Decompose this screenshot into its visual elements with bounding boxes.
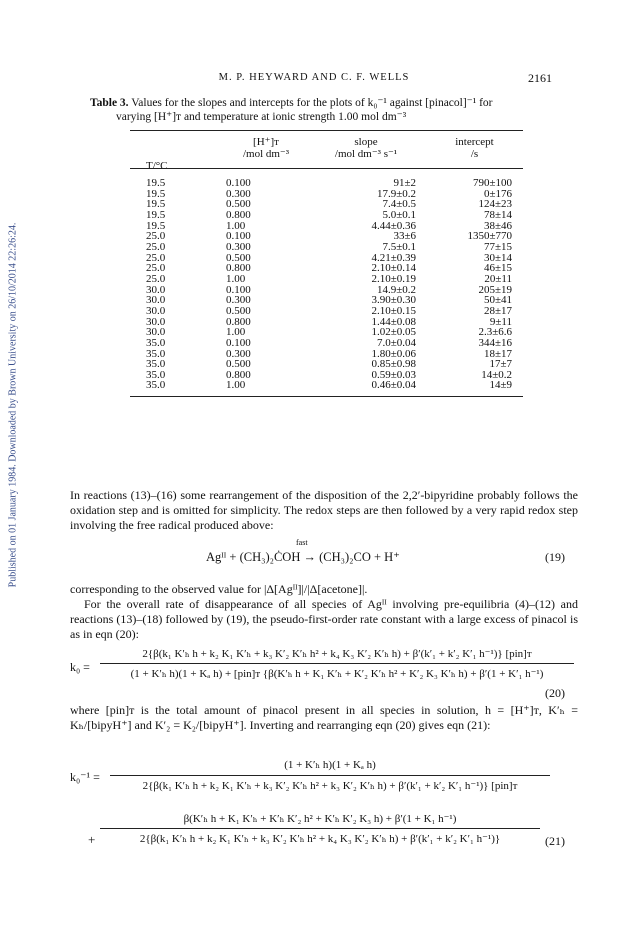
table-cell: 19.5: [146, 219, 166, 232]
eq20-lhs: k₀ =: [70, 660, 90, 674]
eq21-numerator-2: β(K′ₕ h + K₁ K′ₕ + K′ₕ K′₂ h² + K′ₕ K′₂ K₃ h) + β′(1 + K₁ h⁻¹): [183, 813, 457, 825]
table-cell: 1.00: [226, 219, 246, 232]
table-row: [130, 306, 523, 317]
table-row: [130, 338, 523, 349]
table-cell: 0.800: [226, 368, 251, 381]
table-cell: 1.02±0.05: [371, 326, 416, 339]
table-cell: 18±17: [483, 347, 512, 360]
table-bottom-rule: [130, 396, 523, 397]
table-cell: 124±23: [478, 198, 512, 211]
table-cell: 0.300: [226, 294, 251, 307]
table-cell: 25.0: [146, 272, 166, 285]
table-cell: 7.4±0.5: [382, 198, 416, 211]
table-cell: 50±41: [483, 294, 512, 307]
table-cell: 0.500: [226, 198, 251, 211]
header-col-3: slope /mol dm⁻³ s⁻¹: [334, 136, 398, 160]
table-row: [130, 285, 523, 296]
table-cell: 17.9±0.2: [376, 187, 416, 200]
table-row: [130, 189, 523, 200]
table-cell: 1350±770: [467, 230, 512, 243]
table-cell: 4.21±0.39: [371, 251, 416, 264]
table-cell: 3.90±0.30: [371, 294, 416, 307]
table-row: [130, 178, 523, 189]
eq20-denominator: (1 + K′ₕ h)(1 + Kₐ h) + [pin]ᴛ {β(K′ₕ h + K₁ K′ₕ + K′₂ K′ₕ h² + K′₂ K₃ K′ₕ h) + β′(1 + K′₁ h⁻¹): [130, 668, 544, 680]
table-cell: 14±9: [489, 379, 512, 392]
table-cell: 25.0: [146, 262, 166, 275]
table-row: [130, 242, 523, 253]
table-cell: 25.0: [146, 251, 166, 264]
table-row: [130, 359, 523, 370]
table-cell: 0.59±0.03: [371, 368, 416, 381]
table-cell: 0.100: [226, 283, 251, 296]
table-row: [130, 199, 523, 210]
table-cell: 25.0: [146, 230, 166, 243]
table-cell: 14±0.2: [481, 368, 512, 381]
paragraph-3: where [pin]ᴛ is the total amount of pinacol present in all species in solution, h = [H⁺]ᴛ, K′ₕ = Kₕ/[bipyH⁺] and K′₂ = K₂/[bipyH⁺]. Inverting and rearranging eqn (20) gives eqn (21):: [70, 703, 578, 732]
table-cell: 0.500: [226, 358, 251, 371]
table-cell: 46±15: [483, 262, 512, 275]
table-row: [130, 349, 523, 360]
table-caption: [90, 96, 550, 124]
eq21-numerator-1: (1 + K′ₕ h)(1 + Kₐ h): [284, 759, 376, 771]
table-cell: 1.00: [226, 272, 246, 285]
table-cell: 38±46: [483, 219, 512, 232]
table-cell: 20±11: [484, 272, 512, 285]
table-cell: 0.300: [226, 187, 251, 200]
table-cell: 2.10±0.19: [371, 272, 416, 285]
table-cell: 0.46±0.04: [371, 379, 416, 392]
table-header-rule: [130, 168, 523, 169]
header-col-2: [H⁺]ᴛ /mol dm⁻³: [242, 136, 290, 160]
table-cell: 0.500: [226, 304, 251, 317]
table-cell: 35.0: [146, 336, 166, 349]
table-cell: 19.5: [146, 198, 166, 211]
provenance-text: Published on 01 January 1984. Downloaded by Brown University on 26/10/2014 22:26:24.: [7, 222, 19, 588]
header-col-1: T/°C: [146, 160, 168, 172]
paragraph-2b: For the overall rate of disappearance of all species of Agᴵᴵ involving pre-equilibria (4)–(12) and reactions (13)–(18) followed by (19), the pseudo-first-order rate constant with a large excess of pinacol is as in eqn (20):: [70, 597, 578, 641]
caption-line-2: varying [H⁺]ᴛ and temperature at ionic strength 1.00 mol dm⁻³: [116, 111, 407, 123]
table-cell: 30.0: [146, 315, 166, 328]
table-cell: 30.0: [146, 283, 166, 296]
paragraph-2a: corresponding to the observed value for |Δ[Agᴵᴵ]|/|Δ[acetone]|.: [70, 582, 368, 596]
table-cell: 0.85±0.98: [371, 358, 416, 371]
eq21-denominator-1: 2{β(k₁ K′ₕ h + k₂ K₁ K′ₕ + k₃ K′₂ K′ₕ h² + k₃ K′₂ K′ₕ h) + β′(k′₁ + k′₂ K′₁ h⁻¹)} [pin]ᴛ: [142, 780, 518, 792]
table-cell: 35.0: [146, 347, 166, 360]
page-number: 2161: [528, 71, 552, 85]
table-cell: 1.80±0.06: [371, 347, 416, 360]
table-cell: 30.0: [146, 326, 166, 339]
table-cell: 5.0±0.1: [382, 208, 416, 221]
table-cell: 0.500: [226, 251, 251, 264]
table-cell: 0.300: [226, 240, 251, 253]
table-cell: 790±100: [472, 177, 512, 189]
table-cell: 19.5: [146, 208, 166, 221]
eq21-denominator-2: 2{β(k₁ K′ₕ h + k₂ K₁ K′ₕ + k₃ K′₂ K′ₕ h² + k₄ K₃ K′₂ K′ₕ h) + β′(k′₁ + k′₂ K′₁ h⁻¹)}: [139, 833, 501, 845]
table-cell: 1.00: [226, 379, 246, 392]
table-cell: 14.9±0.2: [376, 283, 416, 296]
table-row: [130, 210, 523, 221]
table-cell: 35.0: [146, 379, 166, 392]
eq21-fraction-bar-1: [110, 775, 550, 776]
table-cell: 7.5±0.1: [382, 240, 416, 253]
table-cell: 35.0: [146, 358, 166, 371]
table-cell: 33±6: [393, 230, 416, 243]
table-cell: 0.100: [226, 230, 251, 243]
table-cell: 19.5: [146, 177, 166, 189]
table-row: [130, 317, 523, 328]
table-label: Table 3.: [90, 97, 129, 109]
eq19: Agᴵᴵ + (CH₃)₂ĊOH → (CH₃)₂CO + H⁺: [206, 550, 400, 564]
table-cell: 4.44±0.36: [371, 219, 416, 232]
table-cell: 344±16: [478, 336, 512, 349]
eq20-numerator: 2{β(k₁ K′ₕ h + k₂ K₁ K′ₕ + k₃ K′₂ K′ₕ h² + k₄ K₃ K′₂ K′ₕ h) + β′(k′₁ + k′₂ K′₁ h⁻¹)} [pin]ᴛ: [142, 648, 532, 660]
table-cell: 2.10±0.15: [371, 304, 416, 317]
table-cell: 0±176: [483, 187, 512, 200]
eq21-number: (21): [545, 834, 565, 848]
table-row: [130, 370, 523, 381]
eq21-plus: +: [88, 832, 96, 847]
table-row: [130, 231, 523, 242]
running-header: [0, 72, 628, 88]
table-cell: 30.0: [146, 294, 166, 307]
eq19-number: (19): [545, 550, 565, 564]
table-cell: 91±2: [393, 177, 416, 189]
table-cell: 0.100: [226, 177, 251, 189]
table-cell: 28±17: [483, 304, 512, 317]
table-cell: 0.800: [226, 315, 251, 328]
table-cell: 1.00: [226, 326, 246, 339]
data-table: [130, 178, 523, 391]
table-cell: 0.800: [226, 262, 251, 275]
table-cell: 0.800: [226, 208, 251, 221]
caption-line-1: Values for the slopes and intercepts for the plots of k₀⁻¹ against [pinacol]⁻¹ for: [131, 97, 493, 109]
table-cell: 30.0: [146, 304, 166, 317]
table-cell: 7.0±0.04: [376, 336, 416, 349]
table-cell: 2.3±6.6: [478, 326, 512, 339]
table-row: [130, 221, 523, 232]
eq19-fast-label: fast: [296, 538, 308, 547]
table-cell: 205±19: [478, 283, 512, 296]
table-cell: 2.10±0.14: [371, 262, 416, 275]
eq21-lhs: k₀⁻¹ =: [70, 770, 100, 784]
table-cell: 17±7: [489, 358, 512, 371]
table-cell: 1.44±0.08: [371, 315, 416, 328]
header-authors: M. P. HEYWARD AND C. F. WELLS: [218, 72, 410, 83]
paragraph-1: In reactions (13)–(16) some rearrangement of the disposition of the 2,2′-bipyridine probably follows the oxidation step and is omitted for simplicity. The redox steps are then followed by a very rapid redox step involving the free radical produced above:: [70, 488, 578, 532]
table-cell: 77±15: [483, 240, 512, 253]
table-cell: 30±14: [483, 251, 512, 264]
table-cell: 19.5: [146, 187, 166, 200]
table-row: [130, 263, 523, 274]
table-row: [130, 253, 523, 264]
table-cell: 35.0: [146, 368, 166, 381]
table-row: [130, 380, 523, 391]
eq20-number: (20): [545, 686, 565, 700]
header-col-4: intercept /s: [455, 136, 494, 160]
eq20-fraction-bar: [100, 663, 574, 664]
table-row: [130, 295, 523, 306]
table-row: [130, 327, 523, 338]
table-cell: 78±14: [483, 208, 512, 221]
table-cell: 0.300: [226, 347, 251, 360]
table-row: [130, 274, 523, 285]
eq21-fraction-bar-2: [100, 828, 540, 829]
table-cell: 9±11: [489, 315, 512, 328]
provenance-sidebar: [6, 170, 20, 640]
table-cell: 25.0: [146, 240, 166, 253]
table-top-rule: [130, 130, 523, 131]
table-cell: 0.100: [226, 336, 251, 349]
